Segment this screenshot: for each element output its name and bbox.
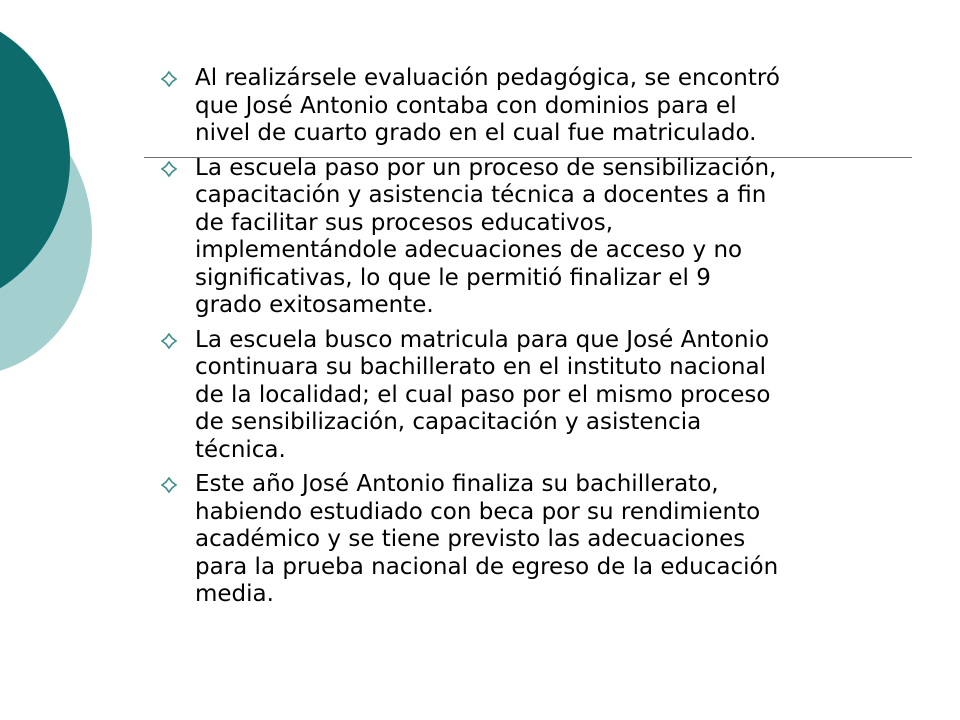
- bullet-text: La escuela paso por un proceso de sensibilización, capacitación y asistencia técnica a docentes a fin de facilitar sus procesos educativos, implementándole adecuaciones de acceso y no significativas, lo que le permitió finalizar el 9 grado exitosamente.: [195, 154, 777, 318]
- list-item: [160, 155, 920, 320]
- bullet-text: Este año José Antonio finaliza su bachillerato, habiendo estudiado con beca por su rendimiento académico y se tiene previsto las adecuaciones para la prueba nacional de egreso de la educación media.: [195, 471, 779, 607]
- hollow-diamond-bullet-icon: [160, 332, 178, 350]
- list-item: [160, 471, 920, 609]
- bullet-list: [160, 65, 920, 616]
- bullet-text: La escuela busco matricula para que José Antonio continuara su bachillerato en el instituto nacional de la localidad; el cual paso por el mismo proceso de sensibilización, capacitación y asistencia técnica.: [195, 326, 771, 463]
- hollow-diamond-bullet-icon: [160, 70, 178, 88]
- hollow-diamond-bullet-icon: [160, 476, 178, 494]
- list-item: [160, 65, 920, 148]
- hollow-diamond-bullet-icon: [160, 160, 178, 178]
- decorative-circles: [0, 0, 100, 380]
- list-item: [160, 327, 920, 465]
- bullet-text: Al realizársele evaluación pedagógica, se encontró que José Antonio contaba con dominios para el nivel de cuarto grado en el cual fue matriculado.: [195, 65, 780, 146]
